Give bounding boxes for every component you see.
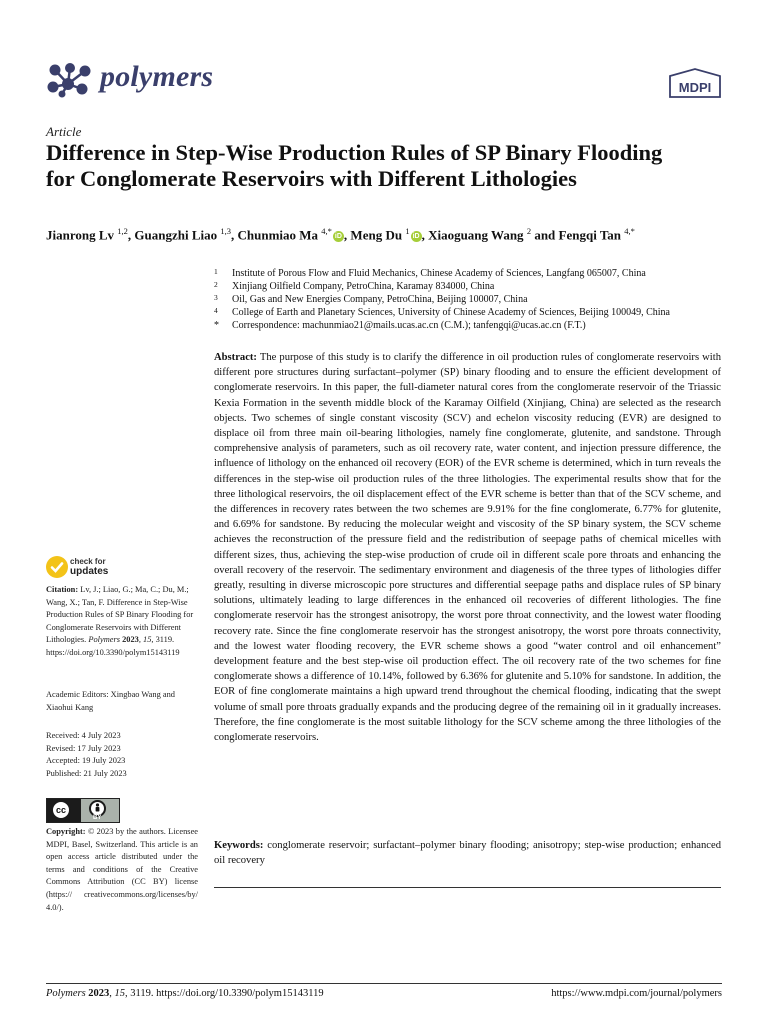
footer-citation: Polymers 2023, 15, 3119. https://doi.org/10.3390/polym15143119	[46, 988, 324, 999]
academic-editors: Academic Editors: Xingbao Wang and Xiaohui Kang	[46, 690, 175, 712]
citation-label: Citation:	[46, 585, 79, 594]
journal-header	[46, 60, 722, 100]
check-updates-label-big: updates	[70, 566, 109, 577]
keywords-text: conglomerate reservoir; surfactant–polymer binary flooding; anisotropy; step-wise production; enhanced oil recovery	[214, 840, 721, 866]
article-type: Article	[46, 124, 82, 139]
author-affiliation-sup: 1	[405, 226, 410, 236]
abstract-label: Abstract:	[214, 352, 257, 363]
footer-year: 2023	[88, 988, 110, 999]
date-item: Accepted: 19 July 2023	[46, 756, 126, 766]
abstract	[214, 350, 721, 745]
author-name[interactable]: Xiaoguang Wang	[428, 227, 527, 243]
author-affiliation-sup: 1,3	[220, 226, 231, 236]
polymers-logo-icon	[46, 62, 94, 98]
footer-volume: 15	[114, 988, 126, 999]
article-title: Difference in Step-Wise Production Rules of SP Binary Flooding for Conglomerate Reservoirs with Different Lithologies	[46, 140, 663, 191]
mdpi-logo-icon	[668, 68, 722, 98]
cc-by-license-badge[interactable]	[46, 798, 120, 823]
check-updates-icon	[46, 556, 68, 578]
author-affiliation-sup: 1,2	[117, 226, 128, 236]
citation-journal: Polymers	[88, 635, 120, 645]
keywords-label: Keywords:	[214, 840, 264, 851]
check-for-updates-button[interactable]	[46, 556, 136, 580]
affiliation-item	[214, 306, 724, 319]
footer-journal: Polymers	[46, 988, 86, 999]
correspondence-text[interactable]: Correspondence: machunmiao21@mails.ucas.ac.cn (C.M.); tanfengqi@ucas.ac.cn (F.T.)	[232, 320, 586, 332]
footer-divider	[46, 983, 722, 984]
citation-text: Lv, J.; Liao, G.; Ma, C.; Du, M.; Wang, X.; Tan, F. Difference in Step-Wise Production Rules of SP Binary Flooding for Conglomerate Reservoirs with Different Lithologies.	[46, 585, 194, 645]
copyright-notice	[46, 826, 198, 914]
author-name[interactable]: Guangzhi Liao	[134, 227, 221, 243]
author-name[interactable]: Fengqi Tan	[558, 227, 625, 243]
affiliation-number: 3	[214, 293, 218, 303]
cc-icon: cc	[51, 800, 71, 820]
citation-block: Citation: Lv, J.; Liao, G.; Ma, C.; Du, M.; Wang, X.; Tan, F. Difference in Step-Wise Production Rules of SP Binary Flooding for Conglomerate Reservoirs with Different Lithologies. Polymers 2023, 15, 3119. https://doi.org/10.3390/polym15143119	[46, 585, 194, 657]
copyright-label: Copyright:	[46, 827, 86, 836]
orcid-icon[interactable]: iD	[412, 233, 420, 241]
affiliation-text: Xinjiang Oilfield Company, PetroChina, Karamay 834000, China	[232, 281, 495, 293]
footer-journal-url[interactable]: https://www.mdpi.com/journal/polymers	[551, 988, 722, 999]
orcid-icon[interactable]: iD	[334, 233, 342, 241]
affiliation-number: 2	[214, 280, 218, 290]
citation-year: 2023	[122, 635, 139, 645]
citation-doi[interactable]: , 3119. https://doi.org/10.3390/polym15143119	[46, 635, 180, 657]
date-item: Received: 4 July 2023	[46, 731, 121, 740]
date-item: Revised: 17 July 2023	[46, 743, 121, 753]
affiliation-number: 4	[214, 306, 218, 316]
publication-dates	[46, 730, 198, 780]
affiliation-item	[214, 280, 724, 293]
author-name[interactable]: Meng Du	[350, 227, 406, 243]
affiliation-item	[214, 293, 724, 306]
author-affiliation-sup: 4,*	[624, 226, 635, 236]
affiliation-text: Institute of Porous Flow and Fluid Mechanics, Chinese Academy of Sciences, Langfang 065007, China	[232, 268, 646, 279]
correspondence-mark: *	[214, 320, 219, 332]
author-affiliation-sup: 2	[526, 226, 532, 236]
author-list: Jianrong Lv $^{1,2}$, Guangzhi Liao $^{1,3}$, Chunmiao Ma $^{4,*}$iD , Meng Du $^1$iD , Xiaoguang Wang $^2$ and Fengqi Tan $^{4,*}$	[46, 226, 635, 243]
date-item: Published: 21 July 2023	[46, 768, 127, 778]
correspondence	[214, 319, 724, 332]
affiliations	[214, 267, 724, 332]
copyright-text: © 2023 by the authors. Licensee MDPI, Basel, Switzerland. This article is an open access article distributed under the terms and conditions of the Creative Commons Attribution (CC BY) license (https:// creativecommons.org/licenses/by/ 4.0/).	[46, 827, 198, 912]
check-updates-label-small: check for	[70, 557, 106, 566]
by-label: BY	[93, 815, 102, 821]
citation-volume: 15	[143, 635, 152, 645]
author-name[interactable]: Chunmiao Ma	[237, 227, 322, 243]
author-affiliation-sup: 4,*	[321, 226, 332, 236]
affiliation-text: College of Earth and Planetary Sciences, University of Chinese Academy of Sciences, Beijing 100049, China	[232, 307, 670, 319]
author-name[interactable]: Jianrong Lv	[46, 227, 118, 243]
journal-name: polymers	[100, 60, 214, 93]
keywords	[214, 838, 721, 868]
abstract-text: The purpose of this study is to clarify the difference in oil production rules of conglomerate reservoirs with different pore structures during surfactant–polymer (SP) binary flooding and to ensure the efficient development of conglomerate reservoirs. In this paper, the full-diameter natural cores from the conglomerate reservoir of the Triassic Kexia Formation in the seventh middle block of the Karamay Oilfield (Xinjiang, China) are selected as the research objects. Two schemes of single constant viscosity (SCV) and echelon viscosity reducing (EVR) are designed to displace oil from three main oil-bearing lithologies, namely fine conglomerate, glutenite, and sandstone. Through comprehensive analysis of parameters, such as oil recovery rate, water content, and injection pressure difference, the influence of lithology on the enhanced oil recovery (EOR) of the EVR scheme is determined, which in turn reveals the differences in the step-wise oil production rules of the three lithologies. The experimental results show that for the three lithological reservoirs, the oil displacement effect of the EVR scheme is better than that of the SCV scheme, and the differences in recovery rates between the two schemes are 9.91% for the fine conglomerate, 6.77% for glutenite, and 6.69% for sandstone. By reducing the molecular weight and viscosity of the SP binary system, the SCV scheme achieves the reconstruction of the pressure field and the redistribution of seepage paths of chemical micelles with different sizes, thus, achieving the step-wise production of crude oil in different scale pore throats and enhancing the overall recovery of the reservoir. The sedimentary environment and diagenesis of the three types of lithologies differ greatly, resulting in diverse microscopic pore structures and differential seepage paths and displace rules of SP binary solutions, ultimately leading to large differences in the enhanced oil recoveries of different lithologies. The fine conglomerate reservoir has the strongest anisotropy, the worst pore throat connectivity, and the lowest water flooding recovery rate. Since the fine conglomerate reservoir has the strongest anisotropy, the worst pore throats connectivity, and the lowest water flooding recovery, the EVR scheme shows a good “water control and oil enhancement” development feature and the best step-wise oil production effect. The oil recovery rate of the two schemes for fine conglomerate shows a difference of 10.14%, followed by 6.36% for glutenite and 5.10% for sandstone. In addition, the EOR of fine conglomerate maintains a high upward trend throughout the chemical flooding, indicating that the swept volume of small pore throats gradually expands and the producing degree of the remaining oil in it gradually increases. Therefore, the fine conglomerate is the most suitable lithology for the SCV scheme among the three lithologies of the conglomerate reservoirs.	[214, 352, 721, 744]
footer-doi[interactable]: , 3119. https://doi.org/10.3390/polym15143119	[125, 988, 324, 999]
affiliation-item	[214, 267, 724, 280]
mdpi-logo-text: MDPI	[678, 80, 712, 95]
keywords-divider	[214, 887, 721, 888]
affiliation-text: Oil, Gas and New Energies Company, PetroChina, Beijing 100007, China	[232, 294, 528, 306]
affiliation-number: 1	[214, 267, 218, 276]
